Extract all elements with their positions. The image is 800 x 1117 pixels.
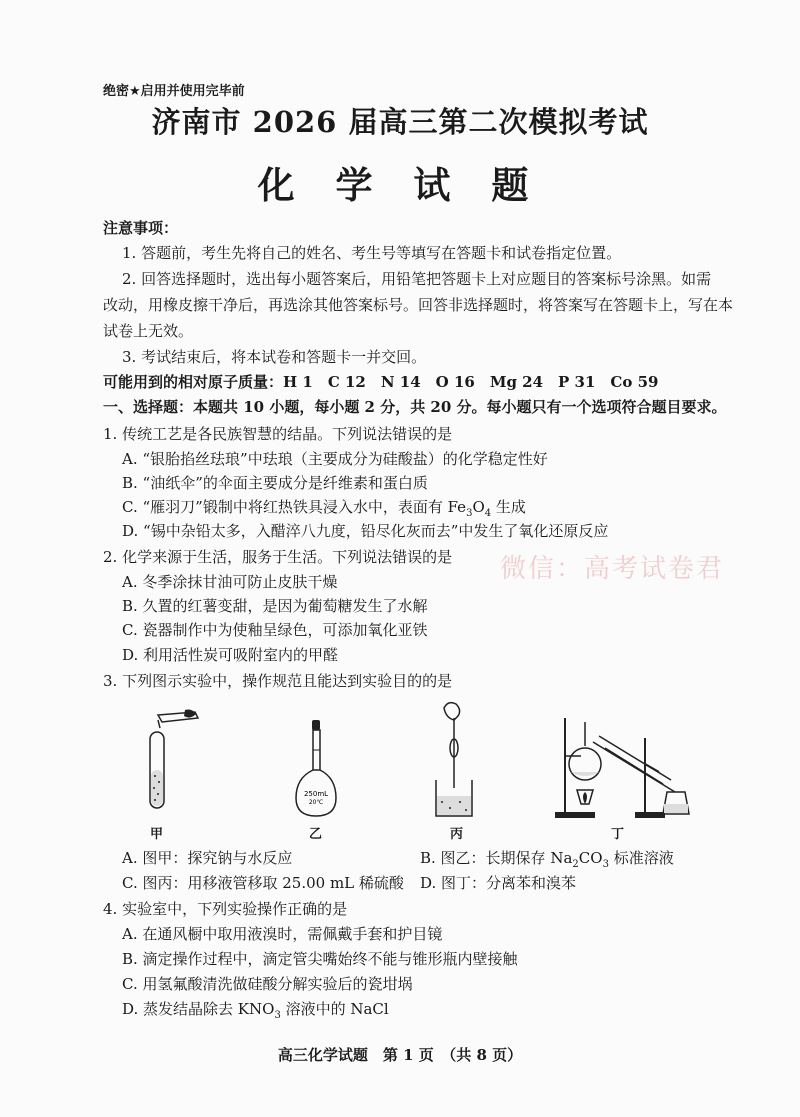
q1-option-c: C. “雁羽刀”锻制中将红热铁具浸入水中，表面有 $Fe_3O_4$ 生成 [122,498,526,519]
note-item-2-end: 试卷上无效。 [103,322,194,340]
q2-option-c: C. 瓷器制作中为使釉呈绿色，可添加氧化亚铁 [122,621,428,639]
note-item-1: 1. 答题前，考生先将自己的姓名、考生号等填写在答题卡和试卷指定位置。 [122,244,622,262]
q3-option-a: A. 图甲：探究钠与水反应 [122,849,293,867]
figure-label-jia: 甲 [150,827,164,842]
q1-option-a: A. “银胎掐丝珐琅”中珐琅（主要成分为硅酸盐）的化学稳定性好 [122,450,548,468]
watermark: 微信：高考试卷君 [500,554,725,584]
figure-label-bing: 丙 [450,827,464,842]
figure-jia-test-tube [140,710,210,820]
figure-ding-distillation [555,718,695,822]
note-item-3: 3. 考试结束后，将本试卷和答题卡一并交回。 [122,348,427,366]
q3-option-c: C. 图丙：用移液管移取 25.00 mL 稀硫酸 [122,874,404,892]
q2-option-a: A. 冬季涂抹甘油可防止皮肤干燥 [122,573,338,591]
q4-stem: 4. 实验室中，下列实验操作正确的是 [103,900,348,918]
page-footer: 高三化学试题 第 1 页 （共 8 页） [277,1046,523,1064]
exam-title: 济南市 2026 届高三第二次模拟考试 [151,105,649,139]
figure-label-ding: 丁 [611,827,625,842]
q3-stem: 3. 下列图示实验中，操作规范且能达到实验目的的是 [103,672,453,690]
section-title: 一、选择题：本题共 10 小题，每小题 2 分，共 20 分。每小题只有一个选项符合题目要求。 [103,398,727,416]
q2-stem: 2. 化学来源于生活，服务于生活。下列说法错误的是 [103,548,453,566]
q2-option-b: B. 久置的红薯变甜，是因为葡萄糖发生了水解 [122,597,428,615]
q1-option-b: B. “油纸伞”的伞面主要成分是纤维素和蛋白质 [122,474,428,492]
note-item-2: 2. 回答选择题时，选出每小题答案后，用铅笔把答题卡上对应题目的答案标号涂黑。如需 [122,270,712,288]
q1-stem: 1. 传统工艺是各民族智慧的结晶。下列说法错误的是 [103,425,453,443]
flask-label-volume: 250mL [303,790,329,798]
figure-yi-volumetric-flask [292,720,342,820]
figure-label-yi: 乙 [309,827,323,842]
flask-label-temp: 20℃ [308,799,324,806]
q4-option-d: D. 蒸发结晶除去 $KNO_3$ 溶液中的 NaCl [122,1000,389,1021]
figure-bing-pipette [430,700,480,820]
notes-heading: 注意事项： [103,219,179,237]
q1-option-d: D. “锡中杂铅太多，入醋淬八九度，铅尽化灰而去”中发生了氧化还原反应 [122,522,609,540]
q2-option-d: D. 利用活性炭可吸附室内的甲醛 [122,646,339,664]
q4-option-c: C. 用氢氟酸清洗做硅酸分解实验后的瓷坩埚 [122,975,413,993]
confidential-mark: 绝密★启用并使用完毕前 [103,84,245,99]
q4-option-a: A. 在通风橱中取用液溴时，需佩戴手套和护目镜 [122,925,443,943]
q3-option-b: B. 图乙：长期保存 $Na_2CO_3$ 标准溶液 [420,849,674,870]
subject-title: 化 学 试 题 [257,163,543,207]
note-item-2-cont: 改动，用橡皮擦干净后，再选涂其他答案标号。回答非选择题时，将答案写在答题卡上，写在本 [103,296,734,314]
q4-option-b: B. 滴定操作过程中，滴定管尖嘴始终不能与锥形瓶内壁接触 [122,950,518,968]
q3-option-d: D. 图丁：分离苯和溴苯 [420,874,577,892]
atomic-masses: 可能用到的相对原子质量：H 1 C 12 N 14 O 16 Mg 24 P 31 Co 59 [103,373,659,391]
